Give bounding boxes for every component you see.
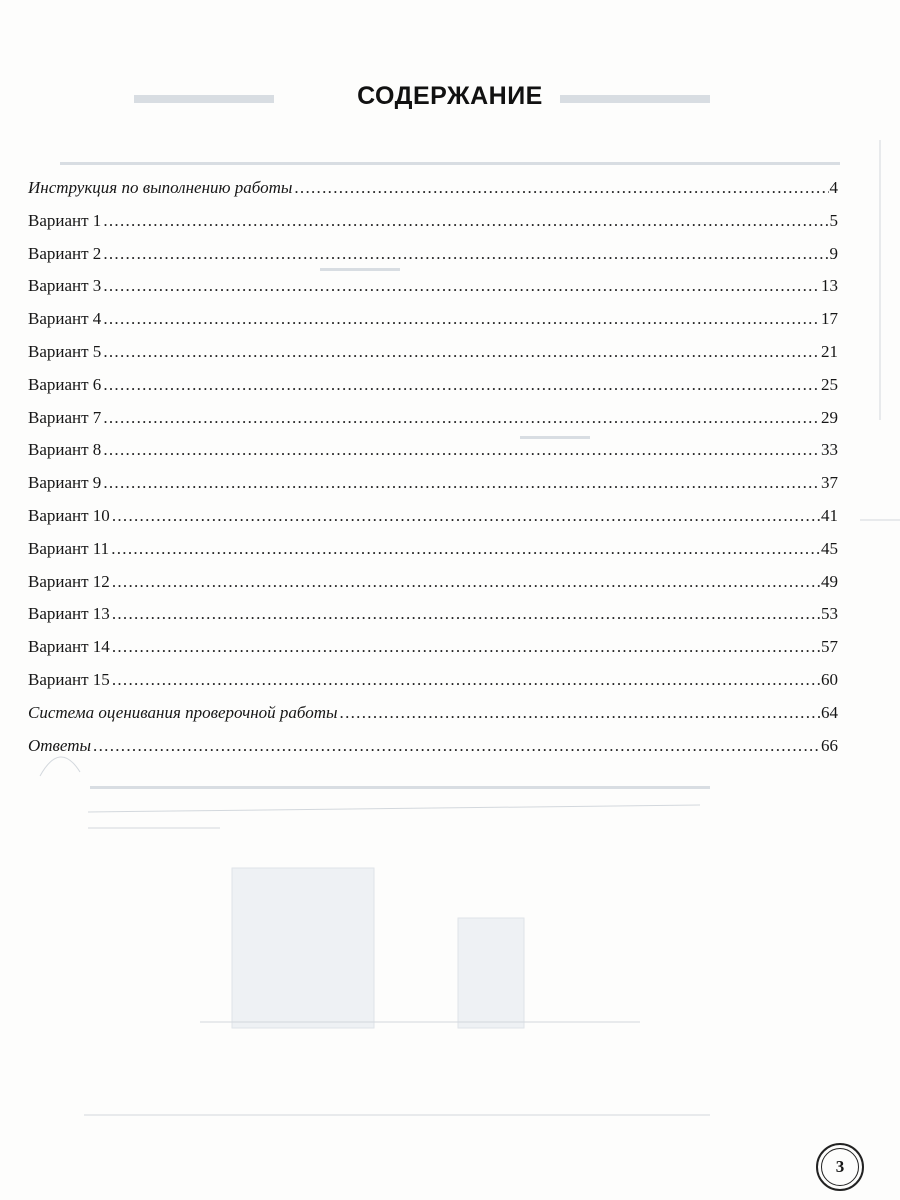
toc-entry[interactable] [28, 402, 838, 435]
page-number-badge [816, 1143, 864, 1191]
dot-leader [103, 270, 820, 303]
toc-entry-label: Инструкция по выполнению работы [28, 178, 293, 197]
toc-entry[interactable] [28, 533, 838, 566]
toc-entry-page: 25 [821, 374, 838, 394]
toc-entry[interactable] [28, 730, 838, 763]
dot-leader [112, 631, 820, 664]
toc-entry[interactable] [28, 172, 838, 205]
toc-entry-page: 41 [821, 505, 838, 525]
table-of-contents [28, 172, 838, 762]
toc-entry[interactable] [28, 598, 838, 631]
toc-entry[interactable] [28, 205, 838, 238]
toc-entry[interactable] [28, 566, 838, 599]
dot-leader [103, 205, 828, 238]
page-number: 3 [821, 1148, 859, 1186]
dot-leader [112, 598, 820, 631]
toc-entry[interactable] [28, 631, 838, 664]
toc-entry-label: Вариант 15 [28, 669, 110, 689]
toc-entry-page: 5 [829, 210, 838, 230]
toc-entry-label: Вариант 5 [28, 341, 102, 361]
dot-leader [111, 533, 820, 566]
dot-leader [103, 369, 820, 402]
toc-entry-label: Система оценивания проверочной работы [28, 702, 338, 722]
toc-entry-page: 49 [821, 571, 838, 591]
dot-leader [93, 730, 820, 763]
toc-entry-page: 66 [821, 735, 838, 755]
toc-entry-label: Вариант 10 [28, 505, 110, 525]
toc-entry-label: Вариант 9 [28, 473, 102, 493]
toc-entry-label: Вариант 6 [28, 374, 102, 394]
toc-entry-label: Вариант 12 [28, 571, 110, 591]
toc-entry-label: Вариант 7 [28, 407, 102, 427]
dot-leader [103, 402, 820, 435]
dot-leader [294, 172, 828, 205]
toc-entry-page: 9 [829, 243, 838, 263]
toc-entry-page: 64 [821, 702, 838, 722]
dot-leader [103, 336, 820, 369]
toc-entry[interactable] [28, 434, 838, 467]
toc-entry-label: Вариант 14 [28, 637, 110, 657]
dot-leader [112, 500, 820, 533]
toc-entry[interactable] [28, 697, 838, 730]
toc-entry-label: Вариант 3 [28, 276, 102, 296]
toc-entry[interactable] [28, 664, 838, 697]
toc-entry-page: 60 [821, 669, 838, 689]
dot-leader [103, 467, 820, 500]
toc-entry[interactable] [28, 303, 838, 336]
dot-leader [112, 566, 820, 599]
dot-leader [103, 238, 828, 271]
toc-entry-label: Вариант 8 [28, 440, 102, 460]
toc-entry[interactable] [28, 238, 838, 271]
dot-leader [340, 697, 820, 730]
toc-entry-label: Вариант 4 [28, 309, 102, 329]
toc-entry-page: 21 [821, 341, 838, 361]
toc-entry-page: 57 [821, 637, 838, 657]
toc-entry-page: 33 [821, 440, 838, 460]
toc-entry-page: 29 [821, 407, 838, 427]
toc-entry-label: Вариант 13 [28, 604, 110, 624]
toc-entry-label: Вариант 1 [28, 210, 102, 230]
toc-entry-page: 17 [821, 309, 838, 329]
toc-entry-page: 13 [821, 276, 838, 296]
dot-leader [103, 303, 820, 336]
dot-leader [103, 434, 820, 467]
toc-entry[interactable] [28, 336, 838, 369]
toc-entry-page: 45 [821, 538, 838, 558]
toc-entry-page: 4 [829, 178, 838, 197]
toc-entry-page: 37 [821, 473, 838, 493]
toc-entry[interactable] [28, 467, 838, 500]
toc-entry-label: Вариант 11 [28, 538, 110, 558]
toc-entry-label: Ответы [28, 735, 92, 755]
dot-leader [112, 664, 820, 697]
toc-entry[interactable] [28, 369, 838, 402]
toc-entry-label: Вариант 2 [28, 243, 102, 263]
toc-entry[interactable] [28, 500, 838, 533]
page-title: СОДЕРЖАНИЕ [357, 82, 543, 110]
toc-entry[interactable] [28, 270, 838, 303]
toc-entry-page: 53 [821, 604, 838, 624]
